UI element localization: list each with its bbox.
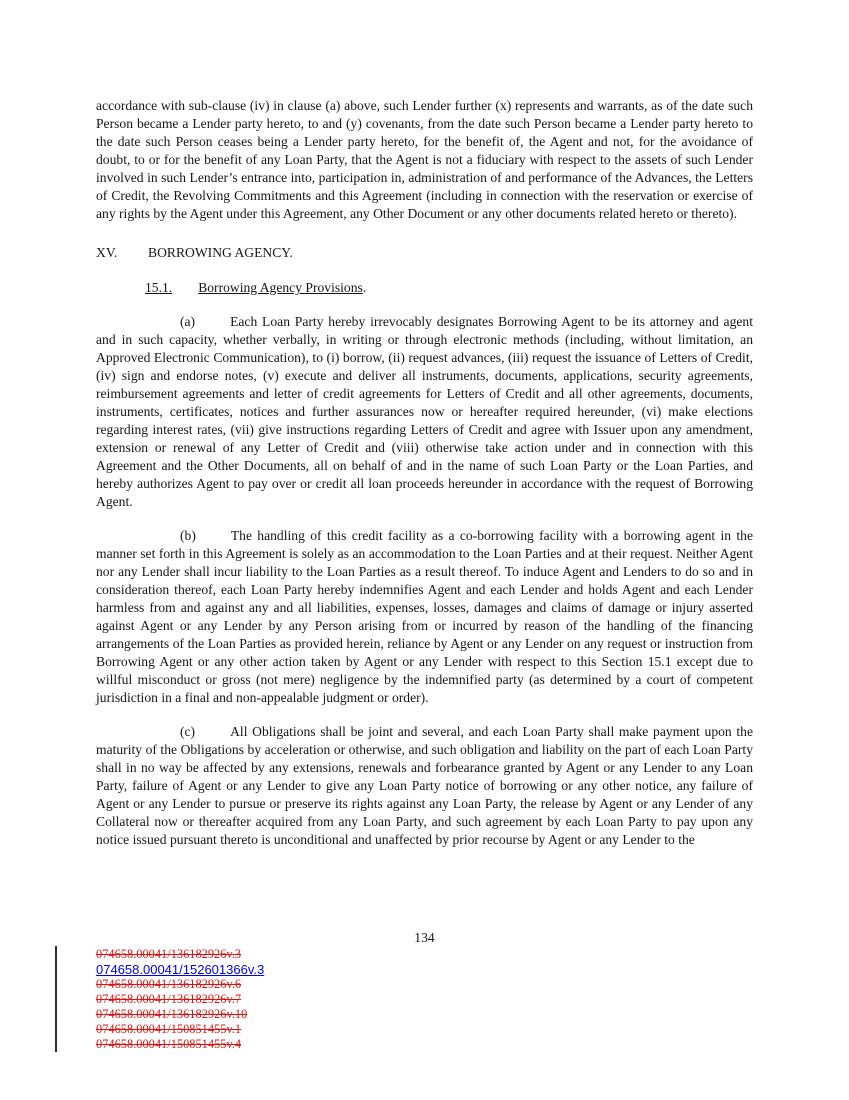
article-title: BORROWING AGENCY.	[148, 245, 293, 260]
page-number: 134	[414, 930, 435, 945]
paragraph-c-text: All Obligations shall be joint and several, and each Loan Party shall make payment upon the maturity of the Obligations by acceleration or otherwise, and such obligation and liability on the part of each Loan Party shall in no way be affected by any extensions, renewals and forbearance granted by Agent or any Lender to any Loan Party, failure of Agent or any Lender to give any Loan Party notice of borrowing or any other notice, any failure of Agent or any Lender to pursue or preserve its rights against any Loan Party, the release by Agent or any Lender of any Collateral now or thereafter acquired from any Loan Party, and such agreement by each Loan Party to pay upon any notice issued pursuant thereto is unconditional and unaffected by prior recourse by Agent or any Lender to the	[96, 724, 753, 847]
doc-id-deleted: 074658.00041/150851455v.1	[96, 1022, 242, 1036]
paragraph-a-text: Each Loan Party hereby irrevocably designates Borrowing Agent to be its attorney and agent and in such capacity, whether verbally, in writing or through electronic methods (including, without limitation, an Approved Electronic Communication), to (i) borrow, (ii) request advances, (iii) request the issuance of Letters of Credit, (iv) sign and endorse notes, (v) execute and deliver all instruments, documents, applications, security agreements, reimbursement agreements and letter of credit agreements for Letters of Credit and all other agreements, documents, instruments, certificates, notices and further assurances now or hereafter required hereunder, (vi) make elections regarding interest rates, (vii) give instructions regarding Letters of Credit and agree with Issuer upon any amendment, extension or renewal of any Letter of Credit and (viii) otherwise take action under and in connection with this Agreement and the Other Documents, all on behalf of and in the name of such Loan Party or the Loan Parties, and hereby authorizes Agent to pay over or credit all loan proceeds hereunder in accordance with the request of Borrowing Agent.	[96, 314, 753, 509]
footer-doc-ids	[96, 947, 264, 1052]
paragraph-c	[96, 723, 753, 849]
doc-id-deleted: 074658.00041/136182926v.6	[96, 977, 242, 991]
doc-id-link[interactable]: 074658.00041/152601366v.3	[96, 962, 265, 977]
section-number: 15.1.	[145, 280, 173, 295]
paragraph-b-text: The handling of this credit facility as a co-borrowing facility with a borrowing agent in the manner set forth in this Agreement is solely as an accommodation to the Loan Parties and at their request. Neither Agent nor any Lender shall incur liability to the Loan Parties as a result thereof. To induce Agent and Lenders to do so and in consideration thereof, each Loan Party hereby indemnifies Agent and each Lender and holds Agent and each Lender harmless from and against any and all liabilities, expenses, losses, damages and claims of damage or injury asserted against Agent or any Lender by any Person arising from or incurred by reason of the handling of the financing arrangements of the Loan Parties as provided herein, reliance by Agent or any Lender on any request or instruction from Borrowing Agent or any other action taken by Agent or any Lender with respect to this Section 15.1 except due to willful misconduct or gross (not mere) negligence by the indemnified party (as determined by a court of competent jurisdiction in a final and non-appealable judgment or order).	[96, 528, 753, 705]
doc-id-deleted: 074658.00041/136182926v.10	[96, 1007, 248, 1021]
paragraph-b	[96, 527, 753, 707]
paragraph-a	[96, 313, 753, 511]
doc-id-deleted: 074658.00041/136182926v.3	[96, 947, 242, 961]
section-title-period: .	[362, 280, 367, 295]
paragraph-continuation: accordance with sub-clause (iv) in clause (a) above, such Lender further (x) represents and warrants, as of the date such Person became a Lender party hereto, to and (y) covenants, from the date such Person became a Lender party hereto to the date such Person ceases being a Lender party hereto, for the benefit of, the Agent and not, for the avoidance of doubt, to or for the benefit of any Loan Party, that the Agent is not a fiduciary with respect to the assets of such Lender involved in such Lender’s entrance into, participation in, administration of and performance of the Advances, the Letters of Credit, the Revolving Commitments and this Agreement (including in connection with the reservation or exercise of any rights by the Agent under this Agreement, any Other Document or any other documents related hereto or thereto).	[96, 98, 753, 221]
section-title: Borrowing Agency Provisions	[198, 280, 363, 295]
section-heading	[145, 279, 753, 297]
revision-change-bar	[55, 946, 57, 1052]
paragraph-b-label: (b)	[180, 528, 196, 543]
article-number: XV.	[96, 245, 118, 260]
doc-id-deleted: 074658.00041/136182926v.7	[96, 992, 242, 1006]
paragraph-c-label: (c)	[180, 724, 196, 739]
doc-id-deleted: 074658.00041/150851455v.4	[96, 1037, 242, 1051]
document-body	[96, 97, 753, 865]
paragraph-a-label: (a)	[180, 314, 196, 329]
article-heading	[96, 244, 753, 262]
